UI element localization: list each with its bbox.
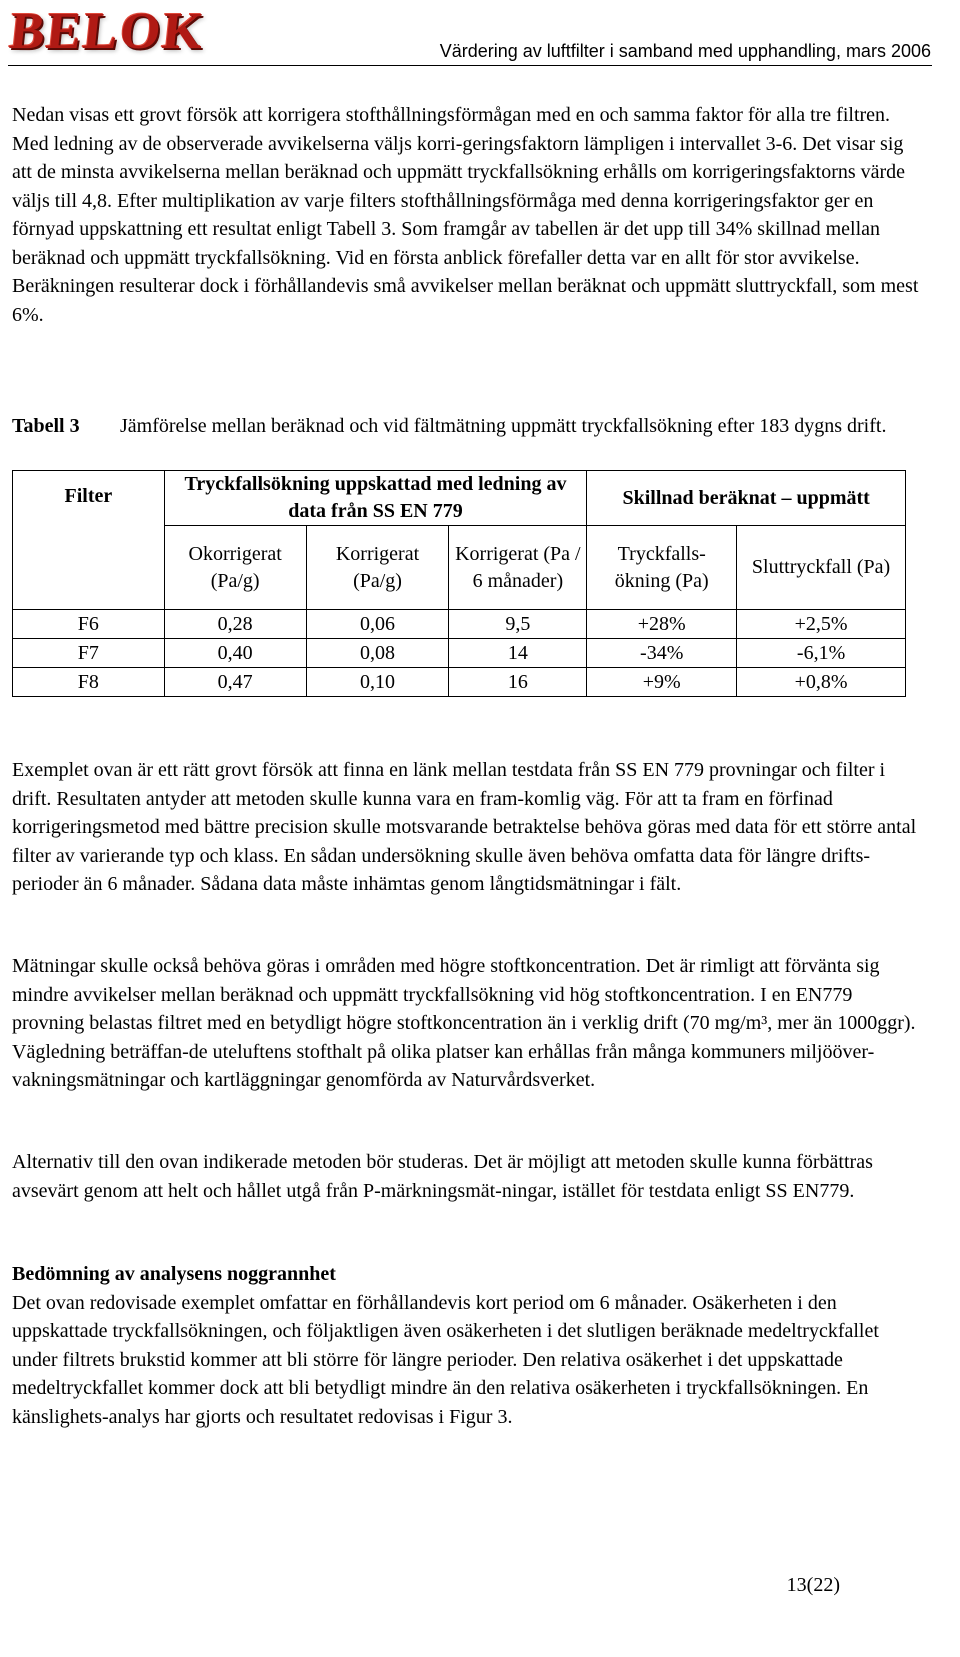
comparison-table [12,470,906,697]
table-row [13,610,906,639]
header-rule [8,65,932,66]
paragraph-correction: Nedan visas ett grovt försök att korrigera stofthållningsförmågan med en och samma faktor för alla tre filtren. Med ledning av de observerade avvikelserna väljs korri-geringsfaktorn lämpligen i intervallet 3-6. Det visar sig att de minsta avvikelserna mellan beräknad och uppmätt tryckfallsökning erhålls om korrigeringsfaktorns värde väljs till 4,8. Efter multiplikation av varje filters stofthållningsförmåga med denna korrigeringsfaktor ger en förnyad uppskattning ett resultat enligt Tabell 3. Som framgår av tabellen är det upp till 34% skillnad mellan beräknad och uppmätt tryckfallsökning. Vid en första anblick förefaller detta var en allt för stor avvikelse. Beräkningen resulterar dock i förhållandevis små avvikelser mellan beräknat och uppmätt sluttryckfall, som mest 6%. [12,104,919,326]
table-cell: 0,40 [164,639,306,668]
belok-logo: BELOK [7,3,209,60]
table-cell: F7 [13,639,165,668]
table-cell: 0,47 [164,668,306,697]
subheader-uncorrected: Okorrigerat (Pa/g) [164,526,306,610]
table-header-row [13,471,906,526]
table-cell: +9% [587,668,737,697]
table-cell: 0,28 [164,610,306,639]
header-filter: Filter [13,471,165,610]
table-cell: +2,5% [737,610,906,639]
table-cell: -34% [587,639,737,668]
table-row [13,668,906,697]
header-group-difference: Skillnad beräknat – uppmätt [587,471,906,526]
paragraph-measurements: Mätningar skulle också behöva göras i områden med högre stoftkoncentration. Det är rimligt att förvänta sig mindre avvikelser mellan beräknad och uppmätt tryckfallsökning vid hög stoftkoncentration. I en EN779 provning belastas filtret med en betydligt högre stoftkoncentration än i verklig drift (70 mg/m³, mer än 1000ggr). Vägledning beträffan-de uteluftens stofthalt på olika platser kan erhållas från många kommuners miljööver-vakningsmätningar och kartläggningar genomförda av Naturvårdsverket. [12,955,916,1091]
table-caption-label: Tabell 3 [12,415,80,437]
table-cell: 14 [449,639,587,668]
header-group-estimated: Tryckfallsökning uppskattad med ledning av data från SS EN 779 [164,471,587,526]
table-cell: F8 [13,668,165,697]
table-cell: -6,1% [737,639,906,668]
section-heading-accuracy: Bedömning av analysens noggrannhet [12,1263,336,1285]
page-number: 13(22) [786,1574,840,1596]
table-row [13,639,906,668]
paragraph-conclusion: Exemplet ovan är ett rätt grovt försök att finna en länk mellan testdata från SS EN 779 provningar och filter i drift. Resultaten antyder att metoden skulle kunna vara en fram-komlig väg. För att ta fram en förfinad korrigeringsmetod med bättre precision skulle motsvarande betraktelse behöva göras med data för ett större antal filter av varierande typ och klass. En sådan undersökning skulle även behöva omfatta data för längre drifts-perioder än 6 månader. Sådana data måste inhämtas genom långtidsmätningar i fält. [12,759,917,895]
table-cell: 9,5 [449,610,587,639]
subheader-pressure-increase: Tryckfalls-ökning (Pa) [587,526,737,610]
subheader-final-pressure: Sluttryckfall (Pa) [737,526,906,610]
header-title: Värdering av luftfilter i samband med upphandling, mars 2006 [439,41,931,61]
table-cell: 16 [449,668,587,697]
table-cell: F6 [13,610,165,639]
subheader-corrected: Korrigerat (Pa/g) [306,526,449,610]
table-cell: +0,8% [737,668,906,697]
paragraph-accuracy: Det ovan redovisade exemplet omfattar en förhållandevis kort period om 6 månader. Osäkerheten i den uppskattade tryckfallsökningen, och följaktligen även osäkerheten i det slutligen beräknade medeltryckfallet under filtrets brukstid kommer att bli större för längre perioder. Den relativa osäkerhet i det uppskattade medeltryckfallet kommer dock att bli betydligt mindre än den relativa osäkerheten i tryckfallsökningen. En känslighets-analys har gjorts och resultatet redovisas i Figur 3. [12,1291,879,1428]
section-accuracy [12,1260,927,1431]
page-header [0,0,960,70]
table-cell: 0,10 [306,668,449,697]
subheader-corrected-6-months: Korrigerat (Pa / 6 månader) [449,526,587,610]
paragraph-alternative: Alternativ till den ovan indikerade metoden bör studeras. Det är möjligt att metoden skulle kunna förbättras avsevärt genom att helt och hållet utgå från P-märkningsmät-ningar, istället för testdata enligt SS EN779. [12,1151,873,1202]
table-cell: 0,06 [306,610,449,639]
table-cell: +28% [587,610,737,639]
table-cell: 0,08 [306,639,449,668]
table-caption-text: Jämförelse mellan beräknad och vid fältmätning uppmätt tryckfallsökning efter 183 dygns drift. [120,415,887,437]
